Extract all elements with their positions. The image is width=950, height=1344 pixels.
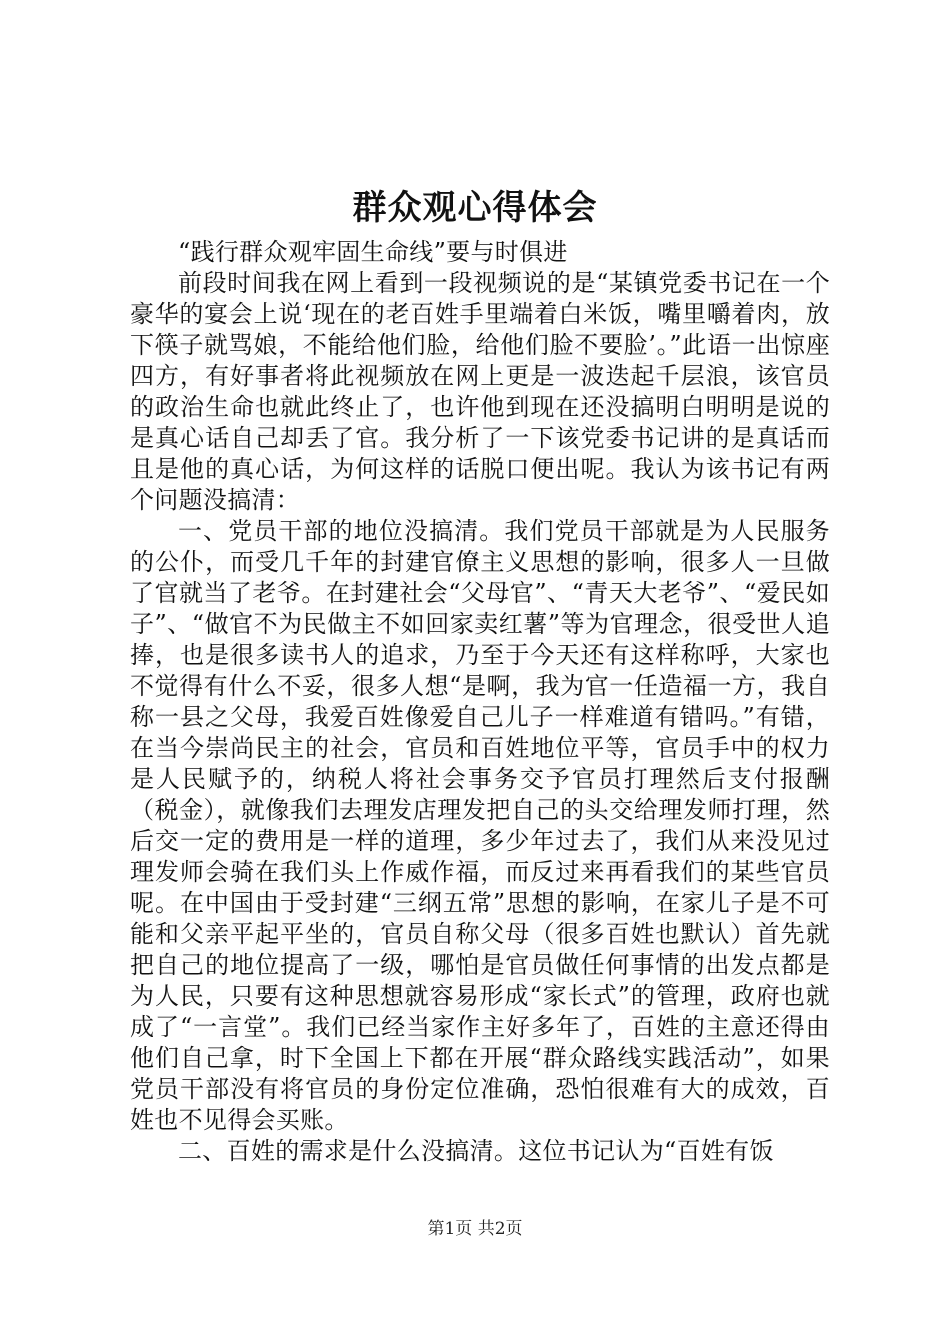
body-paragraph-point-one: 一、党员干部的地位没搞清。我们党员干部就是为人民服务的公仆，而受几千年的封建官僚主义思想的影响，很多人一旦做了官就当了老爷。在封建社会“父母官”、“青天大老爷”、“爱民如子”、“做官不为民做主不如回家卖红薯”等为官理念，很受世人追捧，也是很多读书人的追求，乃至于今天还有这样称呼，大家也不觉得有什么不妥，很多人想“是啊，我为官一任造福一方，我自称一县之父母，我爱百姓像爱自己儿子一样难道有错吗。”有错，在当今崇尚民主的社会，官员和百姓地位平等，官员手中的权力是人民赋予的，纳税人将社会事务交予官员打理然后支付报酬（税金），就像我们去理发店理发把自己的头交给理发师打理，然后交一定的费用是一样的道理，多少年过去了，我们从来没见过理发师会骑在我们头上作威作福，而反过来再看我们的某些官员呢。在中国由于受封建“三纲五常”思想的影响，在家儿子是不可能和父亲平起平坐的，官员自称父母（很多百姓也默认）首先就把自己的地位提高了一级，哪怕是官员做任何事情的出发点都是为人民，只要有这种思想就容易形成“家长式”的管理，政府也就成了“一言堂”。我们已经当家作主好多年了，百姓的主意还得由他们自己拿，时下全国上下都在开展“群众路线实践活动”，如果党员干部没有将官员的身份定位准确，恐怕很难有大的成效，百姓也不见得会买账。: [130, 517, 830, 1134]
subtitle-paragraph: “践行群众观牢固生命线”要与时俱进: [178, 238, 568, 266]
body-paragraph-intro: 前段时间我在网上看到一段视频说的是“某镇党委书记在一个豪华的宴会上说‘现在的老百姓手里端着白米饭，嘴里嚼着肉，放下筷子就骂娘，不能给他们脸，给他们脸不要脸’。”此语一出惊座四方，有好事者将此视频放在网上更是一波迭起千层浪，该官员的政治生命也就此终止了，也许他到现在还没搞明白明明是说的是真心话自己却丢了官。我分析了一下该党委书记讲的是真话而且是他的真心话，为何这样的话脱口便出呢。我认为该书记有两个问题没搞清：: [130, 269, 830, 514]
document-body: [130, 237, 830, 1167]
document-title: 群众观心得体会: [352, 188, 598, 228]
body-paragraph-point-two: 二、百姓的需求是什么没搞清。这位书记认为“百姓有饭: [178, 1137, 774, 1165]
page-footer: 第1页 共2页: [427, 1219, 523, 1239]
